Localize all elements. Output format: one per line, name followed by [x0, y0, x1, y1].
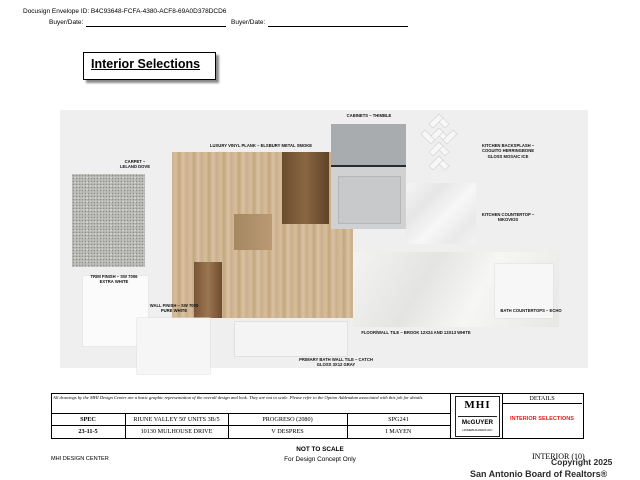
- lvp-mid-plank: [234, 214, 272, 250]
- page-title: Interior Selections: [91, 57, 201, 71]
- lvp-label: LUXURY VINYL PLANK – ELSBURY METAL SMOKE: [209, 143, 313, 148]
- logo-rule: [458, 416, 497, 417]
- address-value: 10130 MULHOUSE DRIVE: [140, 428, 213, 435]
- primary-bath-wall-tile-swatch: [235, 322, 347, 356]
- cabinet-door-panel: [338, 176, 401, 224]
- logo-name: McGUYER: [461, 419, 494, 426]
- logo-subtitle: HOMEBUILDERS INC: [462, 428, 493, 432]
- details-value: INTERIOR SELECTIONS: [509, 416, 575, 422]
- title-block-divider: [502, 403, 582, 404]
- disclaimer-text: All drawings by the MHI Design Center are a basic graphic representation of the overall design and look. They are not to scale. Please refer to the Option Addendum associated with this job for details.: [53, 395, 424, 400]
- footer-design-center: MHI DESIGN CENTER: [51, 456, 109, 462]
- docusign-envelope-id: Docusign Envelope ID: B4C93648-FCFA-4380-ACF8-69A0D378DCD6: [23, 8, 227, 15]
- designer-value: V DESPRES: [271, 428, 304, 435]
- backsplash-herringbone-swatch: [414, 112, 464, 178]
- bath-countertops-label: BATH COUNTERTOPS – ECHO: [500, 308, 562, 313]
- title-block-divider: [51, 413, 450, 414]
- logo-mark: MHI: [464, 399, 491, 411]
- lvp-dark-plank: [282, 152, 329, 224]
- cabinet-swatch-top: [331, 124, 406, 166]
- date-value: 23-11-5: [78, 428, 98, 435]
- reviewer-value: I MAYEN: [385, 428, 412, 435]
- primary-bath-wall-tile-label: PRIMARY BATH WALL TILE – CATCH GLOSS 3X12 GRAY: [299, 357, 373, 368]
- buyer-date-label-1: Buyer/Date:: [49, 19, 84, 26]
- wall-finish-swatch: [137, 318, 210, 374]
- details-label: DETAILS: [529, 395, 555, 402]
- community-name: RIUNE VALLEY 50' UNITS 3B/5: [133, 416, 220, 423]
- plan-name: PROGRESO (2080): [262, 416, 313, 423]
- kitchen-countertop-swatch: [406, 183, 476, 244]
- buyer-date-line-2[interactable]: [268, 26, 408, 27]
- copyright-text: Copyright 2025: [551, 457, 613, 467]
- buyer-date-label-2: Buyer/Date:: [231, 19, 266, 26]
- title-block-divider: [450, 393, 451, 438]
- kitchen-countertop-label: KITCHEN COUNTERTOP – NIKOVIOS: [481, 212, 535, 223]
- board-of-realtors-text: San Antonio Board of Realtors®: [470, 469, 608, 479]
- kitchen-backsplash-label: KITCHEN BACKSPLASH – COGUITO HERRINGBONE GLOSS MOSAIC ICE: [481, 143, 535, 159]
- plan-code: SPG241: [388, 416, 409, 423]
- carpet-label: CARPET – LELAND DOVE: [119, 159, 150, 170]
- buyer-date-line-1[interactable]: [86, 26, 226, 27]
- design-concept-note: For Design Concept Only: [284, 456, 356, 463]
- cabinets-label: CABINETS – THIMBLE: [346, 113, 392, 118]
- trim-finish-label: TRIM FINISH – SW 7006 EXTRA WHITE: [90, 274, 138, 285]
- title-block-divider: [51, 425, 450, 426]
- mhi-logo: [455, 396, 500, 437]
- not-to-scale: NOT TO SCALE: [296, 446, 344, 453]
- sheet-tag: INTERIOR (10): [532, 452, 585, 461]
- floor-wall-tile-label: FLOOR/WALL TILE – BROOK 12X24 AND 13X13 WHITE: [361, 330, 471, 335]
- wall-finish-label: WALL FINISH – SW 7005 PURE WHITE: [149, 303, 199, 314]
- lvp-swatch: [172, 152, 353, 318]
- spec-label: SPEC: [80, 416, 96, 423]
- carpet-swatch: [72, 174, 145, 267]
